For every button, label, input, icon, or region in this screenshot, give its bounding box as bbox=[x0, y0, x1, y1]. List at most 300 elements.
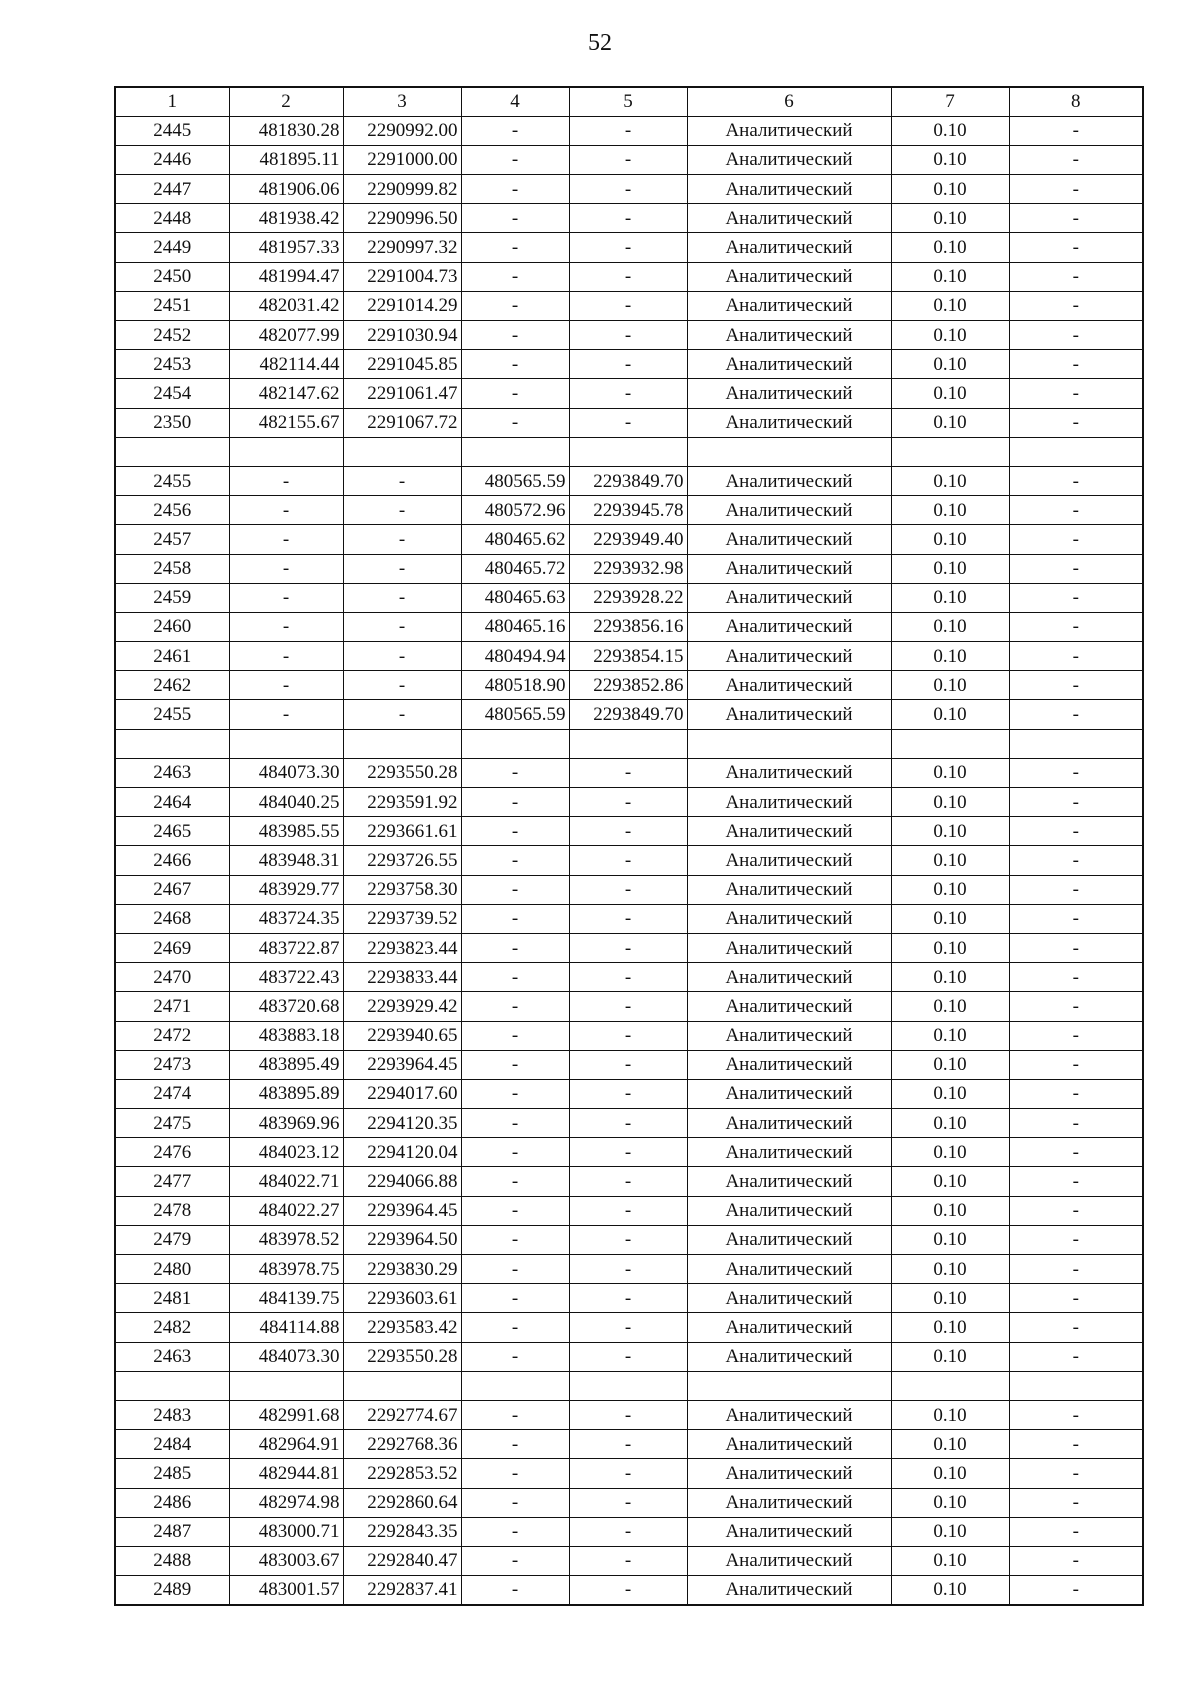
column-header: 4 bbox=[461, 87, 569, 116]
table-cell: Аналитический bbox=[687, 1050, 891, 1079]
table-row bbox=[115, 1517, 1143, 1546]
table-cell bbox=[569, 729, 687, 758]
table-row bbox=[115, 933, 1143, 962]
table-cell bbox=[687, 437, 891, 466]
table-cell: 480465.16 bbox=[461, 612, 569, 641]
table-cell: - bbox=[1009, 1021, 1143, 1050]
table-row bbox=[115, 525, 1143, 554]
table-cell: 2460 bbox=[115, 612, 229, 641]
table-cell: - bbox=[461, 933, 569, 962]
table-row bbox=[115, 1400, 1143, 1429]
table-cell: Аналитический bbox=[687, 204, 891, 233]
column-header: 1 bbox=[115, 87, 229, 116]
table-cell: 0.10 bbox=[891, 583, 1009, 612]
table-cell: 2294017.60 bbox=[343, 1079, 461, 1108]
table-cell: - bbox=[1009, 1050, 1143, 1079]
table-cell: 0.10 bbox=[891, 1400, 1009, 1429]
table-cell bbox=[1009, 729, 1143, 758]
table-cell: 481957.33 bbox=[229, 233, 343, 262]
table-cell: 480518.90 bbox=[461, 671, 569, 700]
table-row bbox=[115, 1430, 1143, 1459]
table-cell: - bbox=[461, 1255, 569, 1284]
table-cell: Аналитический bbox=[687, 233, 891, 262]
table-cell bbox=[891, 1371, 1009, 1400]
table-cell: - bbox=[569, 1430, 687, 1459]
table-cell: 2293849.70 bbox=[569, 700, 687, 729]
table-cell: 0.10 bbox=[891, 116, 1009, 145]
table-cell: 2473 bbox=[115, 1050, 229, 1079]
table-cell: - bbox=[229, 583, 343, 612]
table-cell: - bbox=[569, 1400, 687, 1429]
table-cell: - bbox=[1009, 1546, 1143, 1575]
table-cell: Аналитический bbox=[687, 1284, 891, 1313]
table-cell: Аналитический bbox=[687, 408, 891, 437]
table-cell: 2293964.45 bbox=[343, 1050, 461, 1079]
table-cell: 483722.87 bbox=[229, 933, 343, 962]
table-cell: - bbox=[569, 408, 687, 437]
table-row bbox=[115, 1313, 1143, 1342]
table-cell: - bbox=[569, 1255, 687, 1284]
table-cell: 482155.67 bbox=[229, 408, 343, 437]
table-cell: 484073.30 bbox=[229, 1342, 343, 1371]
table-cell bbox=[1009, 437, 1143, 466]
table-cell: 2464 bbox=[115, 788, 229, 817]
table-cell: 2291045.85 bbox=[343, 350, 461, 379]
table-row bbox=[115, 1284, 1143, 1313]
table-cell: 2455 bbox=[115, 466, 229, 495]
table-cell: - bbox=[569, 788, 687, 817]
table-cell: 2290999.82 bbox=[343, 175, 461, 204]
table-cell: 2474 bbox=[115, 1079, 229, 1108]
table-cell: - bbox=[569, 1546, 687, 1575]
table-cell: - bbox=[1009, 933, 1143, 962]
table-cell: Аналитический bbox=[687, 1517, 891, 1546]
table-cell: - bbox=[461, 1109, 569, 1138]
table-cell: - bbox=[229, 496, 343, 525]
table-row bbox=[115, 1050, 1143, 1079]
table-cell bbox=[687, 1371, 891, 1400]
column-header: 8 bbox=[1009, 87, 1143, 116]
table-cell: - bbox=[461, 963, 569, 992]
table-cell: 2291000.00 bbox=[343, 145, 461, 174]
table-cell: Аналитический bbox=[687, 1138, 891, 1167]
table-cell: Аналитический bbox=[687, 700, 891, 729]
table-row bbox=[115, 700, 1143, 729]
table-cell: 2476 bbox=[115, 1138, 229, 1167]
table-cell: - bbox=[1009, 583, 1143, 612]
table-cell: Аналитический bbox=[687, 1546, 891, 1575]
table-cell: Аналитический bbox=[687, 583, 891, 612]
table-cell: 2479 bbox=[115, 1225, 229, 1254]
table-cell: 2486 bbox=[115, 1488, 229, 1517]
table-row bbox=[115, 583, 1143, 612]
table-row bbox=[115, 321, 1143, 350]
table-cell: 2466 bbox=[115, 846, 229, 875]
table-cell: Аналитический bbox=[687, 875, 891, 904]
table-cell: 2292860.64 bbox=[343, 1488, 461, 1517]
table-cell: Аналитический bbox=[687, 554, 891, 583]
table-cell: 0.10 bbox=[891, 525, 1009, 554]
table-cell: 2293739.52 bbox=[343, 904, 461, 933]
table-row bbox=[115, 291, 1143, 320]
table-cell: 2468 bbox=[115, 904, 229, 933]
table-cell: 0.10 bbox=[891, 1109, 1009, 1138]
table-cell: 2291030.94 bbox=[343, 321, 461, 350]
table-cell: 2293929.42 bbox=[343, 992, 461, 1021]
table-cell: - bbox=[1009, 1079, 1143, 1108]
table-cell: 2463 bbox=[115, 1342, 229, 1371]
table-header-row bbox=[115, 87, 1143, 116]
table-row bbox=[115, 817, 1143, 846]
table-cell: 0.10 bbox=[891, 554, 1009, 583]
table-cell: 482114.44 bbox=[229, 350, 343, 379]
table-cell: 2449 bbox=[115, 233, 229, 262]
table-cell: - bbox=[569, 321, 687, 350]
table-cell: 482991.68 bbox=[229, 1400, 343, 1429]
table-row bbox=[115, 788, 1143, 817]
table-cell: Аналитический bbox=[687, 496, 891, 525]
table-cell: 483969.96 bbox=[229, 1109, 343, 1138]
table-cell: 2483 bbox=[115, 1400, 229, 1429]
table-row bbox=[115, 1576, 1143, 1605]
table-cell: Аналитический bbox=[687, 145, 891, 174]
table-cell: 2293928.22 bbox=[569, 583, 687, 612]
table-cell: - bbox=[569, 963, 687, 992]
table-cell: - bbox=[461, 116, 569, 145]
table-cell: - bbox=[569, 992, 687, 1021]
table-cell: 480465.63 bbox=[461, 583, 569, 612]
table-cell: 2290992.00 bbox=[343, 116, 461, 145]
table-cell: Аналитический bbox=[687, 1400, 891, 1429]
table-cell: - bbox=[1009, 204, 1143, 233]
table-cell: 480565.59 bbox=[461, 700, 569, 729]
table-cell: - bbox=[343, 525, 461, 554]
table-cell: - bbox=[461, 1459, 569, 1488]
table-row bbox=[115, 262, 1143, 291]
table-cell: - bbox=[1009, 612, 1143, 641]
table-cell: 2291004.73 bbox=[343, 262, 461, 291]
table-cell bbox=[461, 729, 569, 758]
table-cell: 482964.91 bbox=[229, 1430, 343, 1459]
table-cell: - bbox=[1009, 904, 1143, 933]
table-cell: 2471 bbox=[115, 992, 229, 1021]
table-cell: 2293852.86 bbox=[569, 671, 687, 700]
table-cell: 0.10 bbox=[891, 671, 1009, 700]
table-cell: 0.10 bbox=[891, 846, 1009, 875]
table-cell: 2292843.35 bbox=[343, 1517, 461, 1546]
table-cell: 484139.75 bbox=[229, 1284, 343, 1313]
table-cell bbox=[229, 437, 343, 466]
table-cell: 0.10 bbox=[891, 933, 1009, 962]
table-cell: Аналитический bbox=[687, 1225, 891, 1254]
table-cell: - bbox=[569, 1050, 687, 1079]
table-cell: 484040.25 bbox=[229, 788, 343, 817]
table-cell: 480465.62 bbox=[461, 525, 569, 554]
table-cell: 2445 bbox=[115, 116, 229, 145]
table-cell: 2294120.04 bbox=[343, 1138, 461, 1167]
table-cell: 2292837.41 bbox=[343, 1576, 461, 1605]
table-cell: - bbox=[569, 1225, 687, 1254]
table-cell: 0.10 bbox=[891, 291, 1009, 320]
table-cell: - bbox=[343, 642, 461, 671]
table-cell: Аналитический bbox=[687, 1576, 891, 1605]
table-cell: - bbox=[569, 1109, 687, 1138]
table-cell: Аналитический bbox=[687, 671, 891, 700]
table-cell: - bbox=[1009, 1138, 1143, 1167]
table-cell: 484022.71 bbox=[229, 1167, 343, 1196]
table-row bbox=[115, 350, 1143, 379]
table-cell: - bbox=[343, 466, 461, 495]
table-cell: 0.10 bbox=[891, 1079, 1009, 1108]
table-cell bbox=[891, 437, 1009, 466]
table-cell: 2294120.35 bbox=[343, 1109, 461, 1138]
table-cell: - bbox=[1009, 1488, 1143, 1517]
table-cell: 0.10 bbox=[891, 1459, 1009, 1488]
table-cell: 483720.68 bbox=[229, 992, 343, 1021]
table-cell: - bbox=[569, 1079, 687, 1108]
table-cell: - bbox=[569, 1138, 687, 1167]
table-cell bbox=[343, 1371, 461, 1400]
table-cell: - bbox=[461, 992, 569, 1021]
table-cell: - bbox=[1009, 408, 1143, 437]
column-header: 3 bbox=[343, 87, 461, 116]
table-cell: 0.10 bbox=[891, 466, 1009, 495]
table-cell: Аналитический bbox=[687, 379, 891, 408]
table-cell: - bbox=[1009, 1255, 1143, 1284]
table-cell: 0.10 bbox=[891, 1313, 1009, 1342]
table-row bbox=[115, 963, 1143, 992]
table-cell: 483978.75 bbox=[229, 1255, 343, 1284]
table-row bbox=[115, 1196, 1143, 1225]
table-cell: Аналитический bbox=[687, 525, 891, 554]
table-cell: - bbox=[569, 1576, 687, 1605]
table-cell: - bbox=[343, 496, 461, 525]
table-cell bbox=[569, 437, 687, 466]
table-cell: 2291061.47 bbox=[343, 379, 461, 408]
table-cell bbox=[1009, 1371, 1143, 1400]
table-cell: 0.10 bbox=[891, 875, 1009, 904]
table-row bbox=[115, 1109, 1143, 1138]
table-cell: - bbox=[1009, 379, 1143, 408]
table-cell: Аналитический bbox=[687, 1342, 891, 1371]
table-cell: 2293964.50 bbox=[343, 1225, 461, 1254]
table-cell: - bbox=[1009, 1430, 1143, 1459]
table-cell: 2485 bbox=[115, 1459, 229, 1488]
table-cell: 482147.62 bbox=[229, 379, 343, 408]
table-cell: 2458 bbox=[115, 554, 229, 583]
table-cell: 2293661.61 bbox=[343, 817, 461, 846]
table-cell: 484073.30 bbox=[229, 758, 343, 787]
table-cell: Аналитический bbox=[687, 116, 891, 145]
table-row bbox=[115, 408, 1143, 437]
table-cell: 482031.42 bbox=[229, 291, 343, 320]
table-cell: 2475 bbox=[115, 1109, 229, 1138]
table-cell: 480572.96 bbox=[461, 496, 569, 525]
table-cell bbox=[461, 437, 569, 466]
coordinates-table bbox=[114, 86, 1144, 1606]
table-cell: - bbox=[569, 262, 687, 291]
table-cell: 0.10 bbox=[891, 1284, 1009, 1313]
table-row bbox=[115, 1167, 1143, 1196]
table-cell: 484023.12 bbox=[229, 1138, 343, 1167]
table-cell: 2446 bbox=[115, 145, 229, 174]
table-cell: - bbox=[1009, 671, 1143, 700]
table-cell bbox=[461, 1371, 569, 1400]
table-cell: - bbox=[569, 758, 687, 787]
table-cell: 482944.81 bbox=[229, 1459, 343, 1488]
table-row bbox=[115, 758, 1143, 787]
table-cell: - bbox=[1009, 1576, 1143, 1605]
table-cell: - bbox=[343, 671, 461, 700]
table-cell: - bbox=[461, 1576, 569, 1605]
table-cell: 2455 bbox=[115, 700, 229, 729]
table-cell: 2457 bbox=[115, 525, 229, 554]
table-row bbox=[115, 992, 1143, 1021]
table-cell: - bbox=[1009, 1284, 1143, 1313]
table-row bbox=[115, 116, 1143, 145]
table-cell: 482077.99 bbox=[229, 321, 343, 350]
table-cell: Аналитический bbox=[687, 1196, 891, 1225]
table-cell: - bbox=[343, 554, 461, 583]
table-cell: - bbox=[461, 233, 569, 262]
table-cell: Аналитический bbox=[687, 262, 891, 291]
table-cell: - bbox=[569, 233, 687, 262]
table-cell: 483929.77 bbox=[229, 875, 343, 904]
table-cell: Аналитический bbox=[687, 321, 891, 350]
table-row bbox=[115, 1079, 1143, 1108]
table-cell: - bbox=[1009, 758, 1143, 787]
table-cell: - bbox=[1009, 116, 1143, 145]
table-row bbox=[115, 554, 1143, 583]
table-cell: - bbox=[461, 350, 569, 379]
table-row bbox=[115, 1459, 1143, 1488]
table-cell: 2484 bbox=[115, 1430, 229, 1459]
table-cell: 481938.42 bbox=[229, 204, 343, 233]
table-cell: - bbox=[1009, 642, 1143, 671]
table-cell: - bbox=[461, 1167, 569, 1196]
table-cell: - bbox=[1009, 321, 1143, 350]
table-cell: 483948.31 bbox=[229, 846, 343, 875]
table-cell: Аналитический bbox=[687, 1313, 891, 1342]
table-cell: 0.10 bbox=[891, 1342, 1009, 1371]
table-cell: - bbox=[1009, 350, 1143, 379]
table-cell: - bbox=[461, 1313, 569, 1342]
table-cell: 480494.94 bbox=[461, 642, 569, 671]
table-cell bbox=[229, 1371, 343, 1400]
table-spacer-row bbox=[115, 729, 1143, 758]
table-cell: 2293591.92 bbox=[343, 788, 461, 817]
table-cell: 2290996.50 bbox=[343, 204, 461, 233]
table-cell: 0.10 bbox=[891, 904, 1009, 933]
table-cell: 2459 bbox=[115, 583, 229, 612]
table-cell: - bbox=[461, 846, 569, 875]
table-cell: Аналитический bbox=[687, 1430, 891, 1459]
table-cell: - bbox=[461, 758, 569, 787]
table-cell: Аналитический bbox=[687, 817, 891, 846]
table-cell: 2481 bbox=[115, 1284, 229, 1313]
table-cell: - bbox=[1009, 1313, 1143, 1342]
table-cell: Аналитический bbox=[687, 291, 891, 320]
table-row bbox=[115, 642, 1143, 671]
table-row bbox=[115, 233, 1143, 262]
table-cell: 2293833.44 bbox=[343, 963, 461, 992]
table-cell bbox=[687, 729, 891, 758]
table-cell: 2470 bbox=[115, 963, 229, 992]
table-cell: Аналитический bbox=[687, 933, 891, 962]
table-row bbox=[115, 1021, 1143, 1050]
table-cell: Аналитический bbox=[687, 1021, 891, 1050]
table-cell: 0.10 bbox=[891, 700, 1009, 729]
table-cell: 2293932.98 bbox=[569, 554, 687, 583]
table-cell: 483001.57 bbox=[229, 1576, 343, 1605]
table-cell: 483978.52 bbox=[229, 1225, 343, 1254]
table-cell: 2453 bbox=[115, 350, 229, 379]
table-cell: 483722.43 bbox=[229, 963, 343, 992]
table-row bbox=[115, 175, 1143, 204]
table-cell: - bbox=[461, 321, 569, 350]
table-cell: Аналитический bbox=[687, 1459, 891, 1488]
table-cell: - bbox=[569, 175, 687, 204]
table-cell: 2290997.32 bbox=[343, 233, 461, 262]
table-cell: - bbox=[461, 788, 569, 817]
table-row bbox=[115, 1546, 1143, 1575]
table-cell: 2293856.16 bbox=[569, 612, 687, 641]
table-cell: - bbox=[461, 1488, 569, 1517]
table-cell bbox=[343, 437, 461, 466]
table-cell: 0.10 bbox=[891, 817, 1009, 846]
table-cell: - bbox=[1009, 554, 1143, 583]
table-cell: 0.10 bbox=[891, 1255, 1009, 1284]
table-cell: 481906.06 bbox=[229, 175, 343, 204]
table-cell: - bbox=[569, 933, 687, 962]
table-cell: Аналитический bbox=[687, 350, 891, 379]
table-cell: - bbox=[569, 904, 687, 933]
table-cell: 0.10 bbox=[891, 1488, 1009, 1517]
table-cell: - bbox=[1009, 262, 1143, 291]
table-cell bbox=[115, 729, 229, 758]
table-cell: 2293758.30 bbox=[343, 875, 461, 904]
table-row bbox=[115, 466, 1143, 495]
table-cell: 2292840.47 bbox=[343, 1546, 461, 1575]
table-cell: 0.10 bbox=[891, 1546, 1009, 1575]
table-cell: 0.10 bbox=[891, 145, 1009, 174]
table-cell: 2293550.28 bbox=[343, 1342, 461, 1371]
table-cell: 2293854.15 bbox=[569, 642, 687, 671]
table-cell: - bbox=[461, 1079, 569, 1108]
table-cell: 480565.59 bbox=[461, 466, 569, 495]
column-header: 2 bbox=[229, 87, 343, 116]
table-cell: 480465.72 bbox=[461, 554, 569, 583]
table-cell: - bbox=[1009, 1196, 1143, 1225]
table-cell: 2293964.45 bbox=[343, 1196, 461, 1225]
table-cell: - bbox=[1009, 992, 1143, 1021]
table-cell: - bbox=[461, 145, 569, 174]
table-cell: - bbox=[229, 554, 343, 583]
table-cell: 2293583.42 bbox=[343, 1313, 461, 1342]
table-cell: 2292853.52 bbox=[343, 1459, 461, 1488]
table-cell: 2482 bbox=[115, 1313, 229, 1342]
table-row bbox=[115, 875, 1143, 904]
table-cell: - bbox=[461, 1225, 569, 1254]
table-cell: Аналитический bbox=[687, 1079, 891, 1108]
table-cell: Аналитический bbox=[687, 642, 891, 671]
table-cell: Аналитический bbox=[687, 758, 891, 787]
table-cell: 0.10 bbox=[891, 1050, 1009, 1079]
table-cell: - bbox=[461, 1342, 569, 1371]
table-row bbox=[115, 846, 1143, 875]
table-cell: Аналитический bbox=[687, 904, 891, 933]
table-cell: 2447 bbox=[115, 175, 229, 204]
